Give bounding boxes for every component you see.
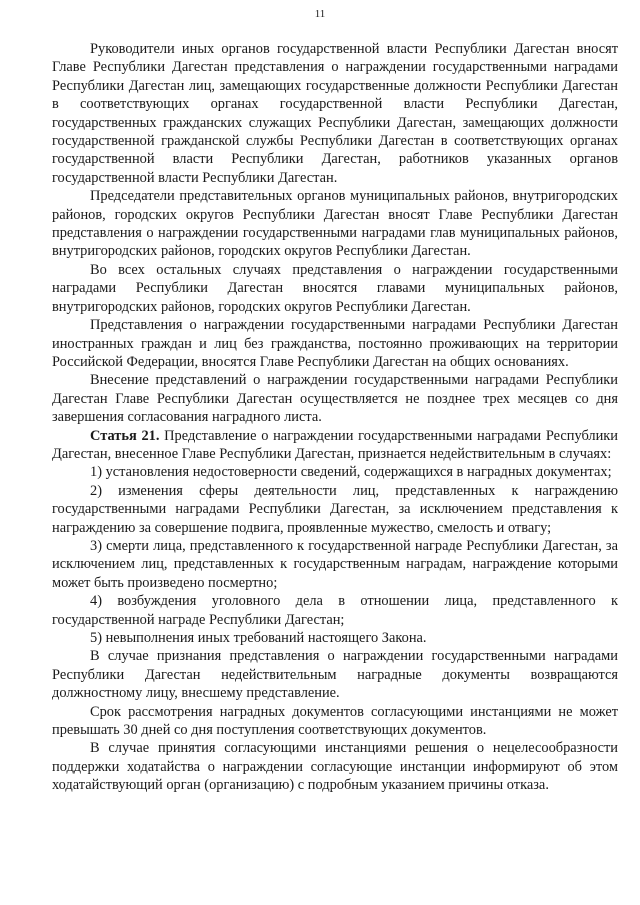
list-item: 2) изменения сферы деятельности лиц, представленных к награждению государственными наградами Республики Дагестан, за исключением представления к награждению за совершение подвига, проявленные мужество, смелость и отвагу; bbox=[52, 482, 618, 536]
paragraph: Руководители иных органов государственной власти Республики Дагестан вносят Главе Республики Дагестан представления о награждении государственными наградами Республики Дагестан лиц, замещающих государственные должности Республики Дагестан в соответствующих органах государственной власти Республики Дагестан, государственных гражданских служащих Республики Дагестан, замещающих должности государственной гражданской службы Республики Дагестан в соответствующих органах государственной власти Республики Дагестан, работников указанных органов государственной власти Республики Дагестан. bbox=[52, 41, 618, 186]
paragraph: В случае принятия согласующими инстанциями решения о нецелесообразности поддержки ходатайства о награждении согласующие инстанции информируют об этом ходатайствующий орган (организацию) с подробным указанием причины отказа. bbox=[52, 740, 618, 794]
list-item: 1) установления недостоверности сведений, содержащихся в наградных документах; bbox=[90, 464, 612, 481]
article-intro: Представление о награждении государственными наградами Республики Дагестан, внесенное Главе Республики Дагестан, признается недействительным в случаях: bbox=[52, 427, 619, 462]
paragraph: Представления о награждении государственными наградами Республики Дагестан иностранных граждан и лиц без гражданства, постоянно проживающих на территории Российской Федерации, вносятся Главе Республики Дагестан на общих основаниях. bbox=[52, 317, 618, 370]
document-body bbox=[52, 40, 618, 795]
page-number: 11 bbox=[314, 8, 326, 20]
list-item: 5) невыполнения иных требований настоящего Закона. bbox=[90, 630, 427, 646]
paragraph: Внесение представлений о награждении государственными наградами Республики Дагестан Главе Республики Дагестан осуществляется не позднее трех месяцев со дня завершения согласования наградного листа. bbox=[52, 372, 618, 426]
paragraph: Председатели представительных органов муниципальных районов, внутригородских районов, городских округов Республики Дагестан вносят Главе Республики Дагестан представления о награждении государственными наградами глав муниципальных районов, внутригородских районов, городских округов Республики Дагестан. bbox=[52, 188, 618, 260]
article-title: Статья 21. bbox=[90, 427, 160, 444]
paragraph: В случае признания представления о награждении государственными наградами Республики Дагестан недействительным наградные документы возвращаются должностному лицу, внесшему представление. bbox=[52, 648, 618, 702]
article-21 bbox=[52, 427, 618, 464]
list-item: 4) возбуждения уголовного дела в отношении лица, представленного к государственной награде Республики Дагестан; bbox=[52, 593, 618, 628]
paragraph: Срок рассмотрения наградных документов согласующими инстанциями не может превышать 30 дней со дня поступления соответствующих документов. bbox=[52, 703, 618, 739]
paragraph: Во всех остальных случаях представления о награждении государственными наградами Республики Дагестан вносятся главами муниципальных районов, внутригородских районов, городских округов Республики Дагестан. bbox=[52, 261, 618, 315]
list-item: 3) смерти лица, представленного к государственной награде Республики Дагестан, за исключением лиц, представленных к государственным наградам, награждение которыми может быть произведено посмертно; bbox=[52, 537, 618, 591]
